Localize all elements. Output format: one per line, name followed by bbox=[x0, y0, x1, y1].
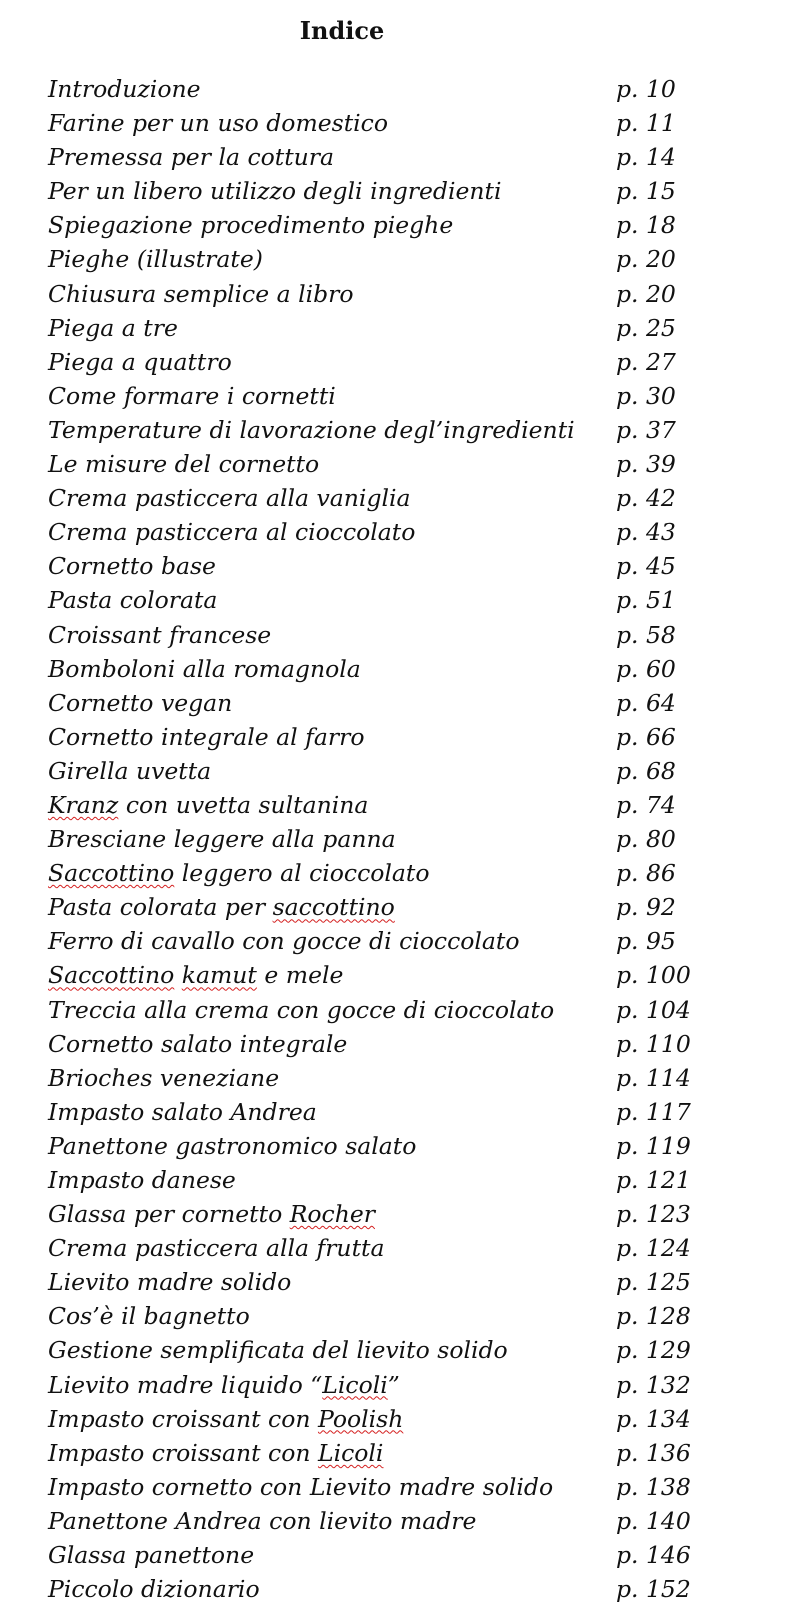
toc-entry-title: Crema pasticcera al cioccolato bbox=[48, 518, 416, 547]
toc-entry-title: Impasto cornetto con Lievito madre solido bbox=[48, 1472, 554, 1501]
toc-entry bbox=[48, 583, 748, 617]
toc-entry-page: p. 25 bbox=[616, 313, 676, 342]
toc-entry-title: Pieghe (illustrate) bbox=[48, 245, 263, 274]
toc-entry-page: p. 124 bbox=[616, 1234, 691, 1263]
toc-entry bbox=[48, 788, 748, 822]
toc-entry-title: Pasta colorata bbox=[48, 586, 218, 615]
toc-entry bbox=[48, 277, 748, 311]
toc-entry-title: Cos’è il bagnetto bbox=[48, 1302, 250, 1331]
toc-entry-title: Bomboloni alla romagnola bbox=[48, 654, 361, 683]
toc-entry-title: Ferro di cavallo con gocce di cioccolato bbox=[48, 927, 520, 956]
toc-entry-page: p. 119 bbox=[616, 1131, 691, 1160]
toc-entry-title: Cornetto integrale al farro bbox=[48, 722, 365, 751]
toc-entry-title: Cornetto base bbox=[48, 552, 216, 581]
toc-entry-title: Impasto salato Andrea bbox=[48, 1097, 317, 1126]
toc-entry-title: Crema pasticcera alla vaniglia bbox=[48, 484, 411, 513]
toc-entry-page: p. 10 bbox=[616, 75, 676, 103]
toc-entry bbox=[48, 1299, 748, 1333]
toc-entry-title: Bresciane leggere alla panna bbox=[48, 825, 396, 854]
toc-entry-title: Lievito madre liquido “Licoli” bbox=[48, 1370, 400, 1399]
toc-entry-title: Cornetto salato integrale bbox=[48, 1029, 348, 1058]
spellcheck-flagged-word: Poolish bbox=[317, 1404, 404, 1433]
toc-entry bbox=[48, 1265, 748, 1299]
toc-entry-page: p. 45 bbox=[616, 552, 676, 581]
toc-entry bbox=[48, 106, 748, 140]
toc-entry-page: p. 39 bbox=[616, 450, 676, 479]
toc-entry bbox=[48, 1402, 748, 1436]
toc-entry-title: Piccolo dizionario bbox=[48, 1575, 260, 1604]
toc-entry bbox=[48, 1061, 748, 1095]
toc-entry bbox=[48, 1095, 748, 1129]
toc-entry bbox=[48, 481, 748, 515]
toc-entry-title: Piega a quattro bbox=[48, 347, 232, 376]
toc-entry-page: p. 121 bbox=[616, 1166, 691, 1194]
toc-entry bbox=[48, 1197, 748, 1231]
toc-entry bbox=[48, 822, 748, 856]
toc-entry-title: Croissant francese bbox=[48, 620, 272, 649]
toc-entry bbox=[48, 140, 748, 174]
toc-entry-title: Piega a tre bbox=[48, 313, 178, 342]
toc-entry bbox=[48, 1129, 748, 1163]
spellcheck-flagged-word: Kranz bbox=[48, 790, 119, 819]
toc-entry-title: Glassa per cornetto Rocher bbox=[48, 1200, 375, 1229]
toc-entry bbox=[48, 447, 748, 481]
toc-entry-page: p. 132 bbox=[616, 1370, 691, 1399]
toc-entry-page: p. 20 bbox=[616, 279, 676, 308]
toc-entry-page: p. 60 bbox=[616, 654, 676, 683]
toc-entry-title: Crema pasticcera alla frutta bbox=[48, 1234, 385, 1263]
toc-entry bbox=[48, 379, 748, 413]
toc-entry-page: p. 138 bbox=[616, 1472, 691, 1501]
toc-entry-page: p. 117 bbox=[616, 1097, 691, 1126]
toc-entry-title: Per un libero utilizzo degli ingredienti bbox=[48, 177, 502, 206]
toc-entry bbox=[48, 1436, 748, 1470]
toc-entry bbox=[48, 958, 748, 992]
toc-entry-title: Lievito madre solido bbox=[48, 1268, 292, 1297]
toc-entry-page: p. 128 bbox=[616, 1302, 691, 1331]
spellcheck-flagged-word: Saccottino bbox=[48, 961, 175, 990]
toc-entry bbox=[48, 1368, 748, 1402]
toc-entry bbox=[48, 686, 748, 720]
toc-entry-page: p. 146 bbox=[616, 1541, 691, 1570]
toc-entry bbox=[48, 1231, 748, 1265]
toc-entry-title: Spiegazione procedimento pieghe bbox=[48, 211, 454, 240]
toc-entry bbox=[48, 72, 748, 106]
toc-entry-page: p. 95 bbox=[616, 927, 676, 956]
toc-entry-title: Impasto croissant con Poolish bbox=[48, 1404, 404, 1433]
toc-entry bbox=[48, 413, 748, 447]
toc-entry-title: Come formare i cornetti bbox=[48, 381, 336, 410]
toc-entry-title: Brioches veneziane bbox=[48, 1063, 280, 1092]
toc-entry-title: Le misure del cornetto bbox=[48, 450, 320, 479]
index-heading: Indice bbox=[299, 16, 385, 45]
table-of-contents bbox=[48, 72, 748, 1606]
toc-entry-page: p. 18 bbox=[616, 211, 676, 240]
toc-entry-page: p. 92 bbox=[616, 893, 676, 922]
toc-entry-title: Panettone Andrea con lievito madre bbox=[48, 1506, 477, 1535]
toc-entry bbox=[48, 515, 748, 549]
toc-entry-page: p. 152 bbox=[616, 1575, 691, 1604]
toc-entry-page: p. 11 bbox=[616, 109, 676, 138]
toc-entry bbox=[48, 924, 748, 958]
toc-entry bbox=[48, 1333, 748, 1367]
toc-entry-title: Premessa per la cottura bbox=[48, 143, 335, 172]
toc-entry-page: p. 68 bbox=[616, 756, 676, 785]
spellcheck-flagged-word: saccottino bbox=[272, 893, 395, 922]
spellcheck-flagged-word: Saccottino bbox=[48, 859, 175, 888]
toc-entry-title: Saccottino leggero al cioccolato bbox=[48, 859, 430, 888]
toc-entry-title: Gestione semplificata del lievito solido bbox=[48, 1336, 508, 1365]
spellcheck-flagged-word: Rocher bbox=[289, 1200, 375, 1229]
toc-entry-title: Treccia alla crema con gocce di cioccolato bbox=[48, 995, 555, 1024]
toc-entry bbox=[48, 1538, 748, 1572]
toc-entry bbox=[48, 174, 748, 208]
toc-entry-page: p. 74 bbox=[616, 790, 676, 819]
toc-entry-page: p. 86 bbox=[616, 859, 676, 888]
toc-entry-page: p. 66 bbox=[616, 722, 676, 751]
toc-entry-title: Temperature di lavorazione degl’ingredienti bbox=[48, 415, 575, 444]
toc-entry-page: p. 100 bbox=[616, 961, 691, 990]
toc-entry-page: p. 134 bbox=[616, 1404, 691, 1433]
toc-entry bbox=[48, 1027, 748, 1061]
toc-entry-page: p. 125 bbox=[616, 1268, 691, 1297]
toc-entry bbox=[48, 1504, 748, 1538]
toc-entry bbox=[48, 345, 748, 379]
toc-entry-page: p. 14 bbox=[616, 143, 676, 172]
toc-entry bbox=[48, 720, 748, 754]
toc-entry-page: p. 136 bbox=[616, 1438, 691, 1467]
toc-entry-title: Kranz con uvetta sultanina bbox=[48, 790, 369, 819]
toc-entry-page: p. 123 bbox=[616, 1200, 691, 1229]
toc-entry-page: p. 27 bbox=[616, 347, 676, 376]
toc-entry bbox=[48, 1572, 748, 1606]
toc-entry bbox=[48, 652, 748, 686]
toc-entry-title: Girella uvetta bbox=[48, 756, 212, 785]
toc-entry-title: Farine per un uso domestico bbox=[48, 109, 388, 138]
toc-entry-page: p. 80 bbox=[616, 825, 676, 854]
toc-entry-title: Glassa panettone bbox=[48, 1541, 255, 1570]
spellcheck-flagged-word: Licoli bbox=[322, 1370, 388, 1399]
toc-entry-page: p. 114 bbox=[616, 1063, 691, 1092]
toc-entry-page: p. 30 bbox=[616, 381, 676, 410]
toc-entry-page: p. 104 bbox=[616, 995, 691, 1024]
toc-entry-title: Panettone gastronomico salato bbox=[48, 1131, 417, 1160]
toc-entry-page: p. 15 bbox=[616, 177, 676, 206]
toc-entry bbox=[48, 890, 748, 924]
toc-entry-page: p. 64 bbox=[616, 688, 676, 717]
toc-entry-page: p. 43 bbox=[616, 518, 676, 547]
toc-entry bbox=[48, 242, 748, 276]
spellcheck-flagged-word: kamut bbox=[181, 961, 257, 990]
toc-entry bbox=[48, 311, 748, 345]
toc-entry bbox=[48, 549, 748, 583]
toc-entry bbox=[48, 1163, 748, 1197]
toc-entry-title: Introduzione bbox=[48, 75, 201, 103]
toc-entry-title: Chiusura semplice a libro bbox=[48, 279, 354, 308]
toc-entry-page: p. 110 bbox=[616, 1029, 691, 1058]
toc-entry bbox=[48, 754, 748, 788]
toc-entry-page: p. 42 bbox=[616, 484, 676, 513]
toc-entry-title: Pasta colorata per saccottino bbox=[48, 893, 395, 922]
toc-entry bbox=[48, 993, 748, 1027]
toc-entry-title: Saccottino kamut e mele bbox=[48, 961, 344, 990]
toc-entry-page: p. 51 bbox=[616, 586, 676, 615]
spellcheck-flagged-word: Licoli bbox=[317, 1438, 384, 1467]
toc-entry-page: p. 129 bbox=[616, 1336, 691, 1365]
toc-entry-page: p. 140 bbox=[616, 1506, 691, 1535]
toc-entry bbox=[48, 856, 748, 890]
toc-entry bbox=[48, 208, 748, 242]
toc-entry-page: p. 58 bbox=[616, 620, 676, 649]
toc-entry bbox=[48, 1470, 748, 1504]
toc-entry-title: Impasto danese bbox=[48, 1166, 236, 1194]
toc-entry-title: Cornetto vegan bbox=[48, 688, 233, 717]
toc-entry-page: p. 20 bbox=[616, 245, 676, 274]
toc-entry-title: Impasto croissant con Licoli bbox=[48, 1438, 384, 1467]
toc-entry bbox=[48, 618, 748, 652]
toc-entry-page: p. 37 bbox=[616, 415, 676, 444]
